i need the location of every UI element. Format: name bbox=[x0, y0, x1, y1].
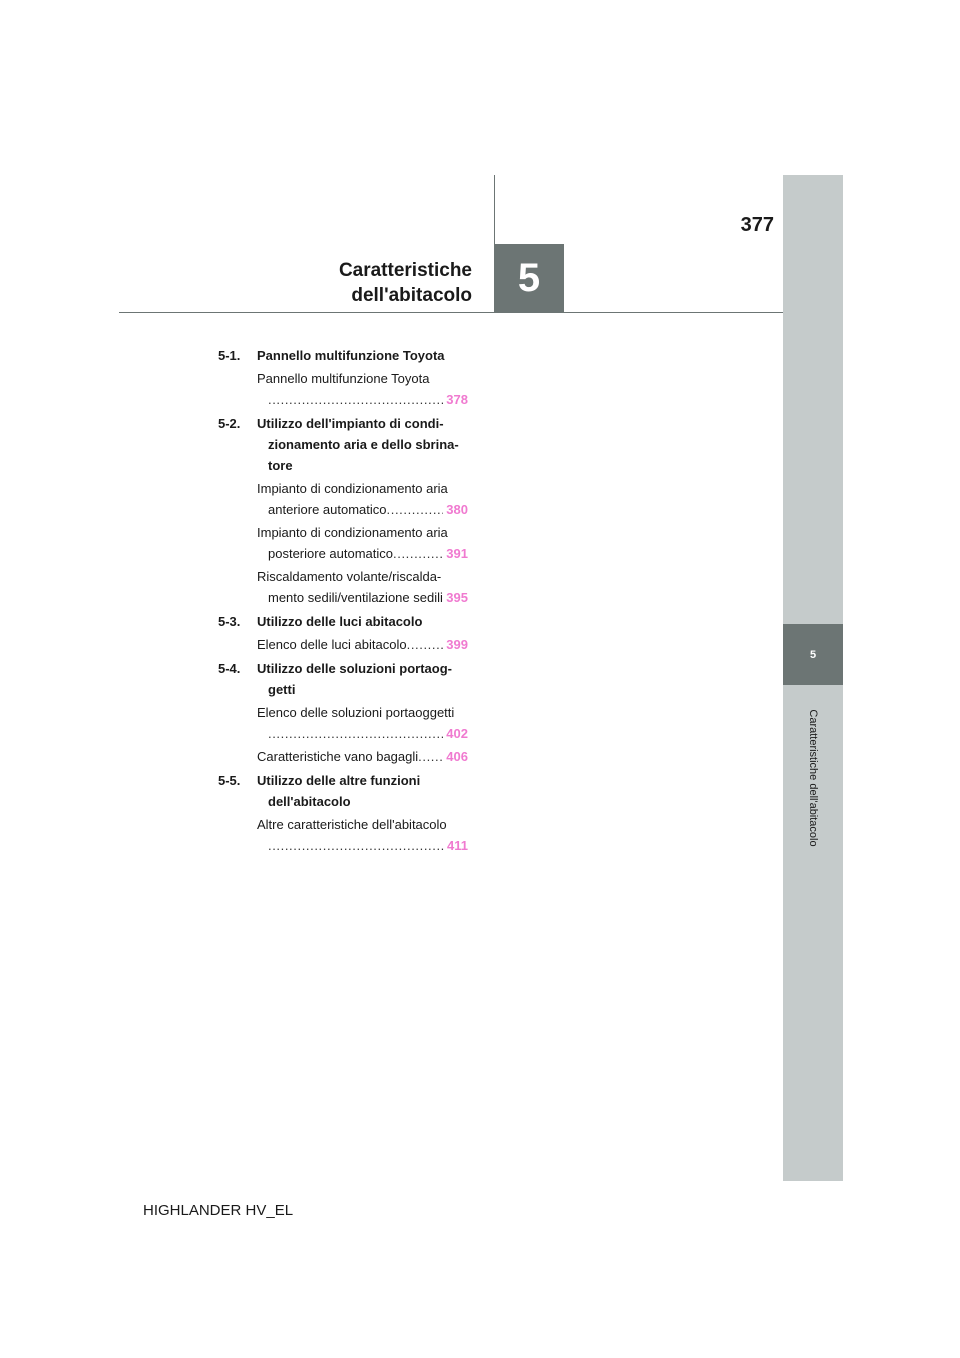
toc-section-number: 5-1. bbox=[218, 348, 241, 363]
toc-dot-leader bbox=[393, 543, 443, 564]
table-of-contents bbox=[218, 345, 468, 856]
toc-section-number: 5-2. bbox=[218, 416, 241, 431]
toc-page-link[interactable]: 411 bbox=[447, 838, 468, 853]
page-number: 377 bbox=[740, 214, 774, 236]
toc-section-title: Utilizzo delle luci abitacolo bbox=[257, 614, 423, 629]
toc-entry-title: Elenco delle soluzioni portaoggetti bbox=[257, 705, 455, 720]
toc-dot-leader bbox=[268, 389, 443, 410]
toc-section-title: Utilizzo dell'impianto di condi-zionamento aria e dello sbrina-tore bbox=[257, 416, 459, 473]
toc-entry[interactable] bbox=[218, 478, 468, 520]
side-tab-number-badge[interactable] bbox=[783, 624, 843, 685]
toc-entry-leader-line bbox=[257, 389, 468, 410]
toc-entry[interactable] bbox=[218, 746, 468, 767]
toc-dot-leader bbox=[407, 634, 444, 655]
toc-section-title: Utilizzo delle altre funzioni dell'abitacolo bbox=[257, 773, 421, 809]
toc-page-link[interactable]: 399 bbox=[446, 637, 468, 652]
toc-entry-text: posteriore automatico bbox=[268, 546, 394, 561]
toc-entry-leader-line bbox=[257, 746, 468, 767]
toc-entry-title: Impianto di condizionamento aria bbox=[257, 525, 448, 540]
toc-entry-title: Impianto di condizionamento aria bbox=[257, 481, 448, 496]
toc-entry-title: Pannello multifunzione Toyota bbox=[257, 371, 430, 386]
toc-page-link[interactable]: 395 bbox=[446, 590, 468, 605]
toc-entry[interactable] bbox=[218, 634, 468, 655]
toc-dot-leader bbox=[387, 499, 444, 520]
toc-entry-text: mento sedili/ventilazione sedili bbox=[268, 590, 443, 605]
toc-entry-leader-line bbox=[257, 723, 468, 744]
chapter-number-badge bbox=[494, 244, 564, 313]
toc-section-heading[interactable] bbox=[218, 611, 468, 632]
side-tab-label: Caratteristiche dell'abitacolo bbox=[807, 709, 819, 847]
toc-page-link[interactable]: 391 bbox=[446, 546, 468, 561]
toc-section-number: 5-3. bbox=[218, 614, 241, 629]
toc-entry[interactable] bbox=[218, 522, 468, 564]
toc-entry-leader-line bbox=[257, 634, 468, 655]
chapter-title bbox=[339, 258, 472, 308]
chapter-number: 5 bbox=[517, 256, 541, 300]
toc-section-title: Pannello multifunzione Toyota bbox=[257, 348, 445, 363]
toc-section-number: 5-5. bbox=[218, 773, 241, 788]
toc-entry-text: Elenco delle luci abitacolo bbox=[257, 637, 407, 652]
toc-section-number: 5-4. bbox=[218, 661, 241, 676]
footer-model-code: HIGHLANDER HV_EL bbox=[143, 1202, 294, 1219]
toc-dot-leader bbox=[268, 723, 443, 744]
toc-entry-title: Altre caratteristiche dell'abitacolo bbox=[257, 817, 447, 832]
toc-page-link[interactable]: 378 bbox=[446, 392, 468, 407]
chapter-title-line1: Caratteristiche bbox=[338, 260, 472, 281]
toc-entry[interactable] bbox=[218, 566, 468, 608]
toc-section-title: Utilizzo delle soluzioni portaog-getti bbox=[257, 661, 452, 697]
toc-entry-title: Riscaldamento volante/riscalda- bbox=[257, 569, 442, 584]
toc-entry-text: Caratteristiche vano bagagli bbox=[257, 749, 419, 764]
toc-section-heading[interactable] bbox=[218, 770, 468, 812]
toc-dot-leader bbox=[418, 746, 443, 767]
toc-dot-leader bbox=[268, 835, 444, 856]
header-horizontal-rule bbox=[119, 312, 783, 313]
toc-section-heading[interactable] bbox=[218, 658, 468, 700]
toc-page-link[interactable]: 380 bbox=[446, 502, 468, 517]
toc-page-link[interactable]: 402 bbox=[446, 726, 468, 741]
toc-entry[interactable] bbox=[218, 368, 468, 410]
toc-entry-leader-line bbox=[257, 587, 468, 608]
side-tab-number: 5 bbox=[809, 648, 817, 661]
toc-entry[interactable] bbox=[218, 814, 468, 856]
toc-entry-leader-line bbox=[257, 499, 468, 520]
toc-entry-text: anteriore automatico bbox=[268, 502, 387, 517]
toc-section-heading[interactable] bbox=[218, 413, 468, 476]
chapter-title-line2: dell'abitacolo bbox=[351, 285, 472, 306]
toc-entry[interactable] bbox=[218, 702, 468, 744]
toc-section-heading[interactable] bbox=[218, 345, 468, 366]
toc-entry-leader-line bbox=[257, 543, 468, 564]
toc-page-link[interactable]: 406 bbox=[446, 749, 468, 764]
toc-entry-leader-line bbox=[257, 835, 468, 856]
